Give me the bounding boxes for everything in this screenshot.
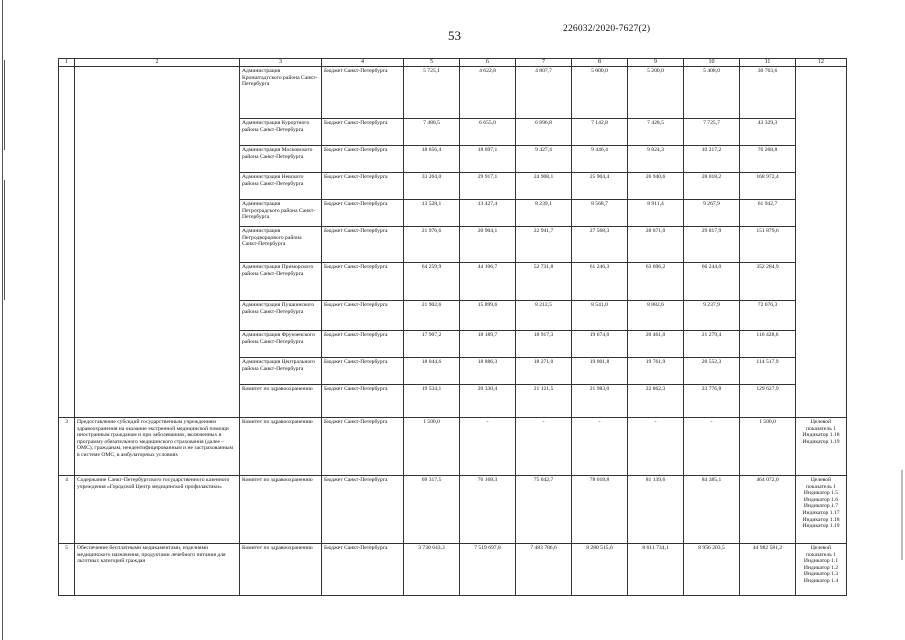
column-header: 7 xyxy=(516,59,572,67)
source-cell: Бюджет Санкт-Петербурга xyxy=(322,301,404,331)
row-number-cell xyxy=(59,67,75,418)
column-header: 4 xyxy=(322,59,404,67)
value-cell: 8 239,1 xyxy=(516,200,572,227)
value-cell: 21 983,0 xyxy=(572,385,628,418)
value-cell: 1 500,0 xyxy=(404,418,460,476)
value-cell: 18 271,0 xyxy=(516,358,572,385)
indicator-line: Индикатор 1.1 xyxy=(803,558,839,565)
executor-cell: Администрация Центрального района Санкт-Петербурга xyxy=(240,358,322,385)
value-cell: 7 480,5 xyxy=(404,119,460,146)
description-cell: Обеспечение бесплатными медикаментами, изделиями медицинского назначения, продуктами лечебного питания для льготных категорий граждан xyxy=(75,544,240,596)
executor-cell: Администрация Невского района Санкт-Петербурга xyxy=(240,173,322,200)
executor-cell: Администрация Московского района Санкт-Петербурга xyxy=(240,146,322,173)
indicator-line: Индикатор 1.4 xyxy=(803,578,839,585)
value-cell: 10 217,2 xyxy=(684,146,740,173)
indicator-line: Индикатор 1.6 xyxy=(803,496,839,503)
value-cell: 6 655,0 xyxy=(460,119,516,146)
row-number-cell: 3 xyxy=(59,418,75,476)
page-number: 53 xyxy=(448,28,461,43)
value-cell: 61 942,7 xyxy=(740,200,796,227)
value-cell: 19 534,1 xyxy=(404,385,460,418)
program-item-row xyxy=(59,476,847,544)
description-cell: Предоставление субсидий государственным учреждениям здравоохранения на оказание экстренной медицинской помощи иностранным гражданам и при заболеваниях, включенных в программу обязательного медицинского страхования (далее – ОМС), гражданам, неидентифицированным и не застрахованным в системе ОМС, в амбулаторных условиях xyxy=(75,418,240,476)
value-cell: 76 168,3 xyxy=(460,476,516,544)
value-cell: 352 284,9 xyxy=(740,263,796,301)
value-cell: 17 907,2 xyxy=(404,331,460,358)
value-cell: 18 886,3 xyxy=(460,358,516,385)
value-cell: 13 427,4 xyxy=(460,200,516,227)
value-cell: 9 427,4 xyxy=(516,146,572,173)
executor-cell: Администрация Кронштадтского района Санкт-Петербурга xyxy=(240,67,322,119)
value-cell: - xyxy=(460,418,516,476)
value-cell: 20 461,0 xyxy=(628,331,684,358)
value-cell: 151 879,6 xyxy=(740,227,796,263)
value-cell: 8 956 203,5 xyxy=(684,544,740,596)
indicator-cell xyxy=(796,67,847,418)
value-cell: 18 656,4 xyxy=(404,146,460,173)
value-cell: 13 528,1 xyxy=(404,200,460,227)
value-cell: 29 817,9 xyxy=(684,227,740,263)
indicator-cell xyxy=(796,418,847,476)
column-header: 12 xyxy=(796,59,847,67)
description-cell xyxy=(75,67,240,418)
column-header-row xyxy=(59,59,847,67)
program-item-row xyxy=(59,418,847,476)
value-cell: 9 446,4 xyxy=(572,146,628,173)
value-cell: 18 917,3 xyxy=(516,331,572,358)
indicator-line: Индикатор 1.2 xyxy=(803,564,839,571)
value-cell: 5 408,0 xyxy=(684,67,740,119)
value-cell: 18 044,6 xyxy=(404,358,460,385)
value-cell: 28 018,2 xyxy=(684,173,740,200)
executor-cell: Комитет по здравоохранению xyxy=(240,476,322,544)
indicator-line: Индикатор 1.5 xyxy=(803,490,839,497)
source-cell: Бюджет Санкт-Петербурга xyxy=(322,200,404,227)
value-cell: 18 697,1 xyxy=(460,146,516,173)
value-cell: 4 807,7 xyxy=(516,67,572,119)
source-cell: Бюджет Санкт-Петербурга xyxy=(322,146,404,173)
executor-cell: Администрация Пушкинского района Санкт-Петербурга xyxy=(240,301,322,331)
indicator-line: Индикатор 1.3 xyxy=(803,571,839,578)
executor-cell: Комитет по здравоохранению xyxy=(240,418,322,476)
program-item-row xyxy=(59,544,847,596)
value-cell: 9 237,9 xyxy=(684,301,740,331)
value-cell: 8 611 734,1 xyxy=(628,544,684,596)
value-cell: 24 908,1 xyxy=(516,173,572,200)
value-cell: 21 976,6 xyxy=(404,227,460,263)
value-cell: 61 246,3 xyxy=(572,263,628,301)
source-cell: Бюджет Санкт-Петербурга xyxy=(322,67,404,119)
indicator-line: Индикатор 1.7 xyxy=(803,503,839,510)
value-cell: 7 428,5 xyxy=(628,119,684,146)
value-cell: 19 674,0 xyxy=(572,331,628,358)
value-cell: 15 899,6 xyxy=(460,301,516,331)
value-cell: 33 264,0 xyxy=(404,173,460,200)
source-cell: Бюджет Санкт-Петербурга xyxy=(322,263,404,301)
indicator-cell xyxy=(796,544,847,596)
indicator-line: Индикатор 1.18 xyxy=(802,516,840,523)
value-cell: 19 761,9 xyxy=(628,358,684,385)
column-header: 5 xyxy=(404,59,460,67)
indicator-line: Целевой показатель 1 xyxy=(806,545,836,558)
value-cell: 30 763,6 xyxy=(740,67,796,119)
value-cell: 76 268,8 xyxy=(740,146,796,173)
value-cell: 72 676,3 xyxy=(740,301,796,331)
indicator-line: Целевой показатель 1 xyxy=(806,419,836,432)
executor-cell: Администрация Фрунзенского района Санкт-Петербурга xyxy=(240,331,322,358)
executor-cell: Комитет по здравоохранению xyxy=(240,544,322,596)
district-row xyxy=(59,67,847,119)
indicator-line: Индикатор 1.19 xyxy=(802,523,840,530)
value-cell: 66 244,0 xyxy=(684,263,740,301)
value-cell: 84 385,1 xyxy=(684,476,740,544)
value-cell: 8 882,6 xyxy=(628,301,684,331)
value-cell: 5 000,0 xyxy=(572,67,628,119)
source-cell: Бюджет Санкт-Петербурга xyxy=(322,331,404,358)
value-cell: 8 280 515,6 xyxy=(572,544,628,596)
executor-cell: Комитет по здравоохранению xyxy=(240,385,322,418)
executor-cell: Администрация Приморского района Санкт-Петербурга xyxy=(240,263,322,301)
value-cell: 8 911,4 xyxy=(628,200,684,227)
executor-cell: Администрация Петродворцового района Санкт-Петербурга xyxy=(240,227,322,263)
value-cell: 9 267,9 xyxy=(684,200,740,227)
column-header: 2 xyxy=(75,59,240,67)
value-cell: 21 279,4 xyxy=(684,331,740,358)
value-cell: 64 259,9 xyxy=(404,263,460,301)
value-cell: - xyxy=(628,418,684,476)
value-cell: 44 982 581,2 xyxy=(740,544,796,596)
value-cell: 7 519 697,8 xyxy=(460,544,516,596)
source-cell: Бюджет Санкт-Петербурга xyxy=(322,173,404,200)
value-cell: 22 862,3 xyxy=(628,385,684,418)
value-cell: 7 142,8 xyxy=(572,119,628,146)
value-cell: 8 541,0 xyxy=(572,301,628,331)
value-cell: 21 121,5 xyxy=(516,385,572,418)
column-header: 6 xyxy=(460,59,516,67)
value-cell: 44 106,7 xyxy=(460,263,516,301)
value-cell: 8 212,5 xyxy=(516,301,572,331)
value-cell: 27 568,3 xyxy=(572,227,628,263)
column-header: 8 xyxy=(572,59,628,67)
value-cell: 75 042,7 xyxy=(516,476,572,544)
value-cell: 116 428,6 xyxy=(740,331,796,358)
value-cell: 69 317,5 xyxy=(404,476,460,544)
value-cell: 19 001,8 xyxy=(572,358,628,385)
value-cell: 22 941,7 xyxy=(516,227,572,263)
indicator-line: Индикатор 1.18 xyxy=(802,432,840,439)
scan-right-edge xyxy=(901,470,903,560)
scan-left-edge xyxy=(0,0,6,640)
description-cell: Содержание Санкт-Петербургского государственного казенного учреждения «Городской Центр медицинской профилактики» xyxy=(75,476,240,544)
value-cell: 23 776,8 xyxy=(684,385,740,418)
value-cell: 28 671,0 xyxy=(628,227,684,263)
value-cell: 52 731,8 xyxy=(516,263,572,301)
value-cell: - xyxy=(572,418,628,476)
indicator-line: Индикатор 1.17 xyxy=(802,510,840,517)
executor-cell: Администрация Курортного района Санкт-Петербурга xyxy=(240,119,322,146)
source-cell: Бюджет Санкт-Петербурга xyxy=(322,418,404,476)
value-cell: 464 072,0 xyxy=(740,476,796,544)
value-cell: 18 189,7 xyxy=(460,331,516,358)
value-cell: 114 517,9 xyxy=(740,358,796,385)
value-cell: 81 139,6 xyxy=(628,476,684,544)
indicator-line: Целевой показатель 1 xyxy=(806,477,836,490)
source-cell: Бюджет Санкт-Петербурга xyxy=(322,476,404,544)
source-cell: Бюджет Санкт-Петербурга xyxy=(322,119,404,146)
indicator-line: Индикатор 1.19 xyxy=(802,438,840,445)
row-number-cell: 5 xyxy=(59,544,75,596)
source-cell: Бюджет Санкт-Петербурга xyxy=(322,227,404,263)
document-reference: 226032/2020-7627(2) xyxy=(563,24,651,34)
value-cell: 9 824,3 xyxy=(628,146,684,173)
source-cell: Бюджет Санкт-Петербурга xyxy=(322,544,404,596)
value-cell: 20 904,1 xyxy=(460,227,516,263)
value-cell: 43 329,3 xyxy=(740,119,796,146)
value-cell: 29 917,1 xyxy=(460,173,516,200)
indicator-cell xyxy=(796,476,847,544)
value-cell: 5 200,0 xyxy=(628,67,684,119)
column-header: 9 xyxy=(628,59,684,67)
source-cell: Бюджет Санкт-Петербурга xyxy=(322,385,404,418)
value-cell: 7 725,7 xyxy=(684,119,740,146)
value-cell: 168 972,4 xyxy=(740,173,796,200)
source-cell: Бюджет Санкт-Петербурга xyxy=(322,358,404,385)
column-header: 1 xyxy=(59,59,75,67)
executor-cell: Администрация Петроградского района Санкт-Петербурга xyxy=(240,200,322,227)
value-cell: 20 552,3 xyxy=(684,358,740,385)
value-cell: - xyxy=(684,418,740,476)
value-cell: 129 627,9 xyxy=(740,385,796,418)
value-cell: 25 904,4 xyxy=(572,173,628,200)
value-cell: 20 330,4 xyxy=(460,385,516,418)
value-cell: 8 568,7 xyxy=(572,200,628,227)
value-cell: 5 725,1 xyxy=(404,67,460,119)
value-cell: - xyxy=(516,418,572,476)
value-cell: 6 896,8 xyxy=(516,119,572,146)
column-header: 11 xyxy=(740,59,796,67)
row-number-cell: 4 xyxy=(59,476,75,544)
column-header: 3 xyxy=(240,59,322,67)
value-cell: 21 902,6 xyxy=(404,301,460,331)
column-header: 10 xyxy=(684,59,740,67)
budget-table xyxy=(58,58,847,596)
value-cell: 4 622,8 xyxy=(460,67,516,119)
value-cell: 1 500,0 xyxy=(740,418,796,476)
value-cell: 26 940,6 xyxy=(628,173,684,200)
value-cell: 7 483 786,6 xyxy=(516,544,572,596)
value-cell: 3 730 643,3 xyxy=(404,544,460,596)
value-cell: 63 696,2 xyxy=(628,263,684,301)
value-cell: 78 018,8 xyxy=(572,476,628,544)
